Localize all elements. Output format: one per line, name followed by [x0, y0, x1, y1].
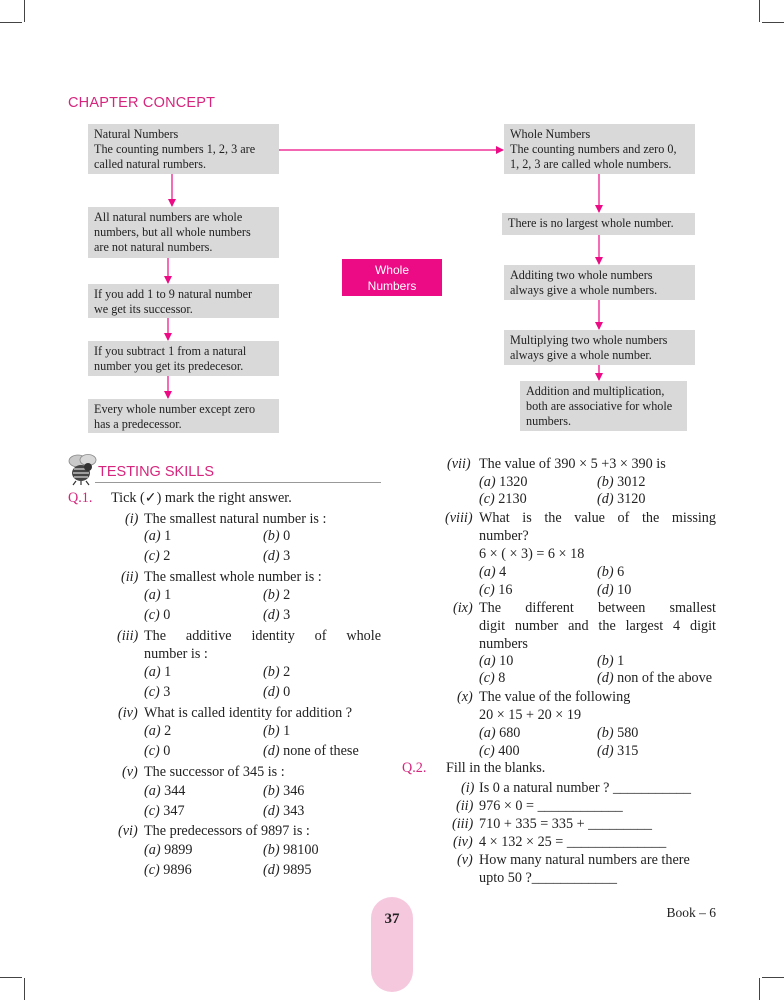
- option: (c) 0: [144, 743, 171, 759]
- option: (d) none of these: [263, 743, 359, 759]
- q2-blank: 4 × 132 × 25 = ______________: [479, 834, 667, 850]
- box-heading: Natural Numbers: [94, 127, 179, 141]
- concept-box-except-zero: [88, 399, 279, 433]
- option: (d) 315: [597, 743, 639, 759]
- option: (b) 6: [597, 564, 625, 580]
- center-line: Numbers: [367, 279, 417, 293]
- q1-question: The smallest natural number is :: [144, 511, 327, 527]
- q2-number: Q.2.: [402, 760, 427, 776]
- option: (a) 344: [144, 783, 186, 799]
- q1-question: The value of 390 × 5 +3 × 390 is: [479, 456, 666, 472]
- option: (b) 0: [263, 528, 291, 544]
- box-line: There is no largest whole number.: [508, 216, 674, 230]
- box-line: are not natural numbers.: [94, 240, 213, 254]
- q2-blank: 976 × 0 = ____________: [479, 798, 623, 814]
- q1-roman: (vii): [447, 456, 471, 472]
- option: (d) 9895: [263, 862, 312, 878]
- q1-question-cont: number is :: [144, 646, 208, 662]
- box-line: If you add 1 to 9 natural number: [94, 287, 253, 301]
- option: (a) 1: [144, 664, 172, 680]
- box-line: All natural numbers are whole: [94, 210, 243, 224]
- q1-instruction: Tick (✓) mark the right answer.: [111, 490, 292, 506]
- option: (a) 1: [144, 587, 172, 603]
- concept-box-successor: [88, 284, 279, 318]
- q1-roman: (vi): [118, 823, 138, 839]
- box-line: called natural rumbers.: [94, 157, 207, 171]
- option: (a) 4: [479, 564, 507, 580]
- q1-question: The successor of 345 is :: [144, 764, 285, 780]
- option: (c) 3: [144, 684, 171, 700]
- q1-question: The additive identity of whole: [144, 628, 381, 644]
- box-line: always give a whole numbers.: [510, 283, 658, 297]
- center-line: Whole: [374, 263, 409, 277]
- option: (a) 2: [144, 723, 172, 739]
- q2-roman: (iv): [453, 834, 473, 850]
- concept-box-multiplying: [504, 330, 695, 365]
- box-line: Multiplying two whole numbers: [510, 333, 668, 347]
- option: (b) 3012: [597, 474, 646, 490]
- q2-blank: 710 + 335 = 335 + _________: [479, 816, 652, 832]
- q1-question: The smallest whole number is :: [144, 569, 322, 585]
- option: (c) 8: [479, 670, 506, 686]
- testing-skills-rule: [95, 482, 381, 483]
- q1-question: What is called identity for addition ?: [144, 705, 353, 721]
- box-line: both are associative for whole: [526, 399, 673, 413]
- q1-roman: (iv): [118, 705, 138, 721]
- q1-number: Q.1.: [68, 490, 93, 506]
- q1-question: The value of the following: [479, 689, 631, 705]
- option: (a) 1: [144, 528, 172, 544]
- q2-roman: (iii): [452, 816, 474, 832]
- crop-mark: [762, 977, 784, 978]
- q1-roman: (i): [125, 511, 139, 527]
- q1-question-cont: numbers: [479, 636, 528, 652]
- q1-question-cont: 20 × 15 + 20 × 19: [479, 707, 582, 723]
- q1-roman: (ii): [121, 569, 139, 585]
- box-line: number you get its predecesor.: [94, 359, 244, 373]
- q1-roman: (ix): [453, 600, 473, 616]
- q1-question-cont: number?: [479, 528, 529, 544]
- option: (d) 343: [263, 803, 305, 819]
- box-line: Every whole number except zero: [94, 402, 256, 416]
- q2-roman: (v): [457, 852, 473, 868]
- box-line: 1, 2, 3 are called whole numbers.: [510, 157, 672, 171]
- option: (d) 3: [263, 548, 291, 564]
- option: (a) 1320: [479, 474, 528, 490]
- option: (d) 3120: [597, 491, 646, 507]
- option: (b) 346: [263, 783, 305, 799]
- option: (c) 16: [479, 582, 513, 598]
- option: (a) 10: [479, 653, 514, 669]
- box-line: The counting numbers and zero 0,: [510, 142, 677, 156]
- whole-numbers-center-box: [342, 259, 442, 296]
- q2-instruction: Fill in the blanks.: [446, 760, 546, 776]
- box-line: Addition and multiplication,: [526, 384, 665, 398]
- box-line: If you subtract 1 from a natural: [94, 344, 247, 358]
- option: (c) 0: [144, 607, 171, 623]
- q1-question-cont: digit number and the largest 4 digit: [479, 618, 716, 634]
- q1-question-cont: 6 × ( × 3) = 6 × 18: [479, 546, 585, 562]
- q1-question: The different between smallest: [479, 600, 716, 616]
- option: (b) 1: [263, 723, 291, 739]
- option: (d) 3: [263, 607, 291, 623]
- box-line: always give a whole number.: [510, 348, 652, 362]
- crop-mark: [0, 977, 22, 978]
- page-number-tab: [371, 897, 413, 992]
- page-number: 37: [384, 911, 400, 927]
- q1-roman: (iii): [117, 628, 139, 644]
- option: (d) 10: [597, 582, 632, 598]
- option: (b) 580: [597, 725, 639, 741]
- box-line: we get its successor.: [94, 302, 193, 316]
- concept-box-no-largest: [502, 213, 695, 235]
- q2-blank: How many natural numbers are there: [479, 852, 690, 868]
- concept-box-whole-numbers: [504, 124, 695, 174]
- option: (c) 2: [144, 548, 171, 564]
- box-line: numbers, but all whole numbers: [94, 225, 251, 239]
- box-line: numbers.: [526, 414, 572, 428]
- box-line: The counting numbers 1, 2, 3 are: [94, 142, 256, 156]
- option: (c) 347: [144, 803, 185, 819]
- option: (c) 2130: [479, 491, 527, 507]
- crop-mark: [24, 978, 25, 1000]
- option: (b) 1: [597, 653, 625, 669]
- testing-skills-title: TESTING SKILLS: [98, 464, 215, 480]
- concept-box-natural-numbers: [88, 124, 279, 174]
- concept-box-adding: [504, 265, 695, 300]
- concept-box-predecessor: [88, 341, 279, 376]
- q2-roman: (ii): [456, 798, 474, 814]
- concept-box-natural-whole: [88, 207, 279, 258]
- q1-roman: (x): [457, 689, 473, 705]
- option: (c) 400: [479, 743, 520, 759]
- option: (d) non of the above: [597, 670, 713, 686]
- option: (c) 9896: [144, 862, 192, 878]
- box-line: Additing two whole numbers: [510, 268, 653, 282]
- q1-roman: (v): [122, 764, 138, 780]
- q1-roman: (viii): [445, 510, 473, 526]
- q2-roman: (i): [461, 780, 475, 796]
- option: (b) 2: [263, 664, 291, 680]
- concept-box-associative: [520, 381, 687, 431]
- option: (a) 680: [479, 725, 521, 741]
- box-heading: Whole Numbers: [510, 127, 591, 141]
- book-label: Book – 6: [666, 905, 716, 920]
- q1-question: What is the value of the missing: [479, 510, 716, 526]
- box-line: has a predecessor.: [94, 417, 182, 431]
- option: (b) 98100: [263, 842, 319, 858]
- option: (b) 2: [263, 587, 291, 603]
- q2-blank-cont: upto 50 ?____________: [479, 870, 617, 886]
- crop-mark: [759, 978, 760, 1000]
- q2-blank: Is 0 a natural number ? ___________: [479, 780, 691, 796]
- bee-icon: [66, 452, 98, 486]
- option: (d) 0: [263, 684, 291, 700]
- option: (a) 9899: [144, 842, 193, 858]
- q1-question: The predecessors of 9897 is :: [144, 823, 310, 839]
- chapter-concept-title: CHAPTER CONCEPT: [68, 95, 216, 111]
